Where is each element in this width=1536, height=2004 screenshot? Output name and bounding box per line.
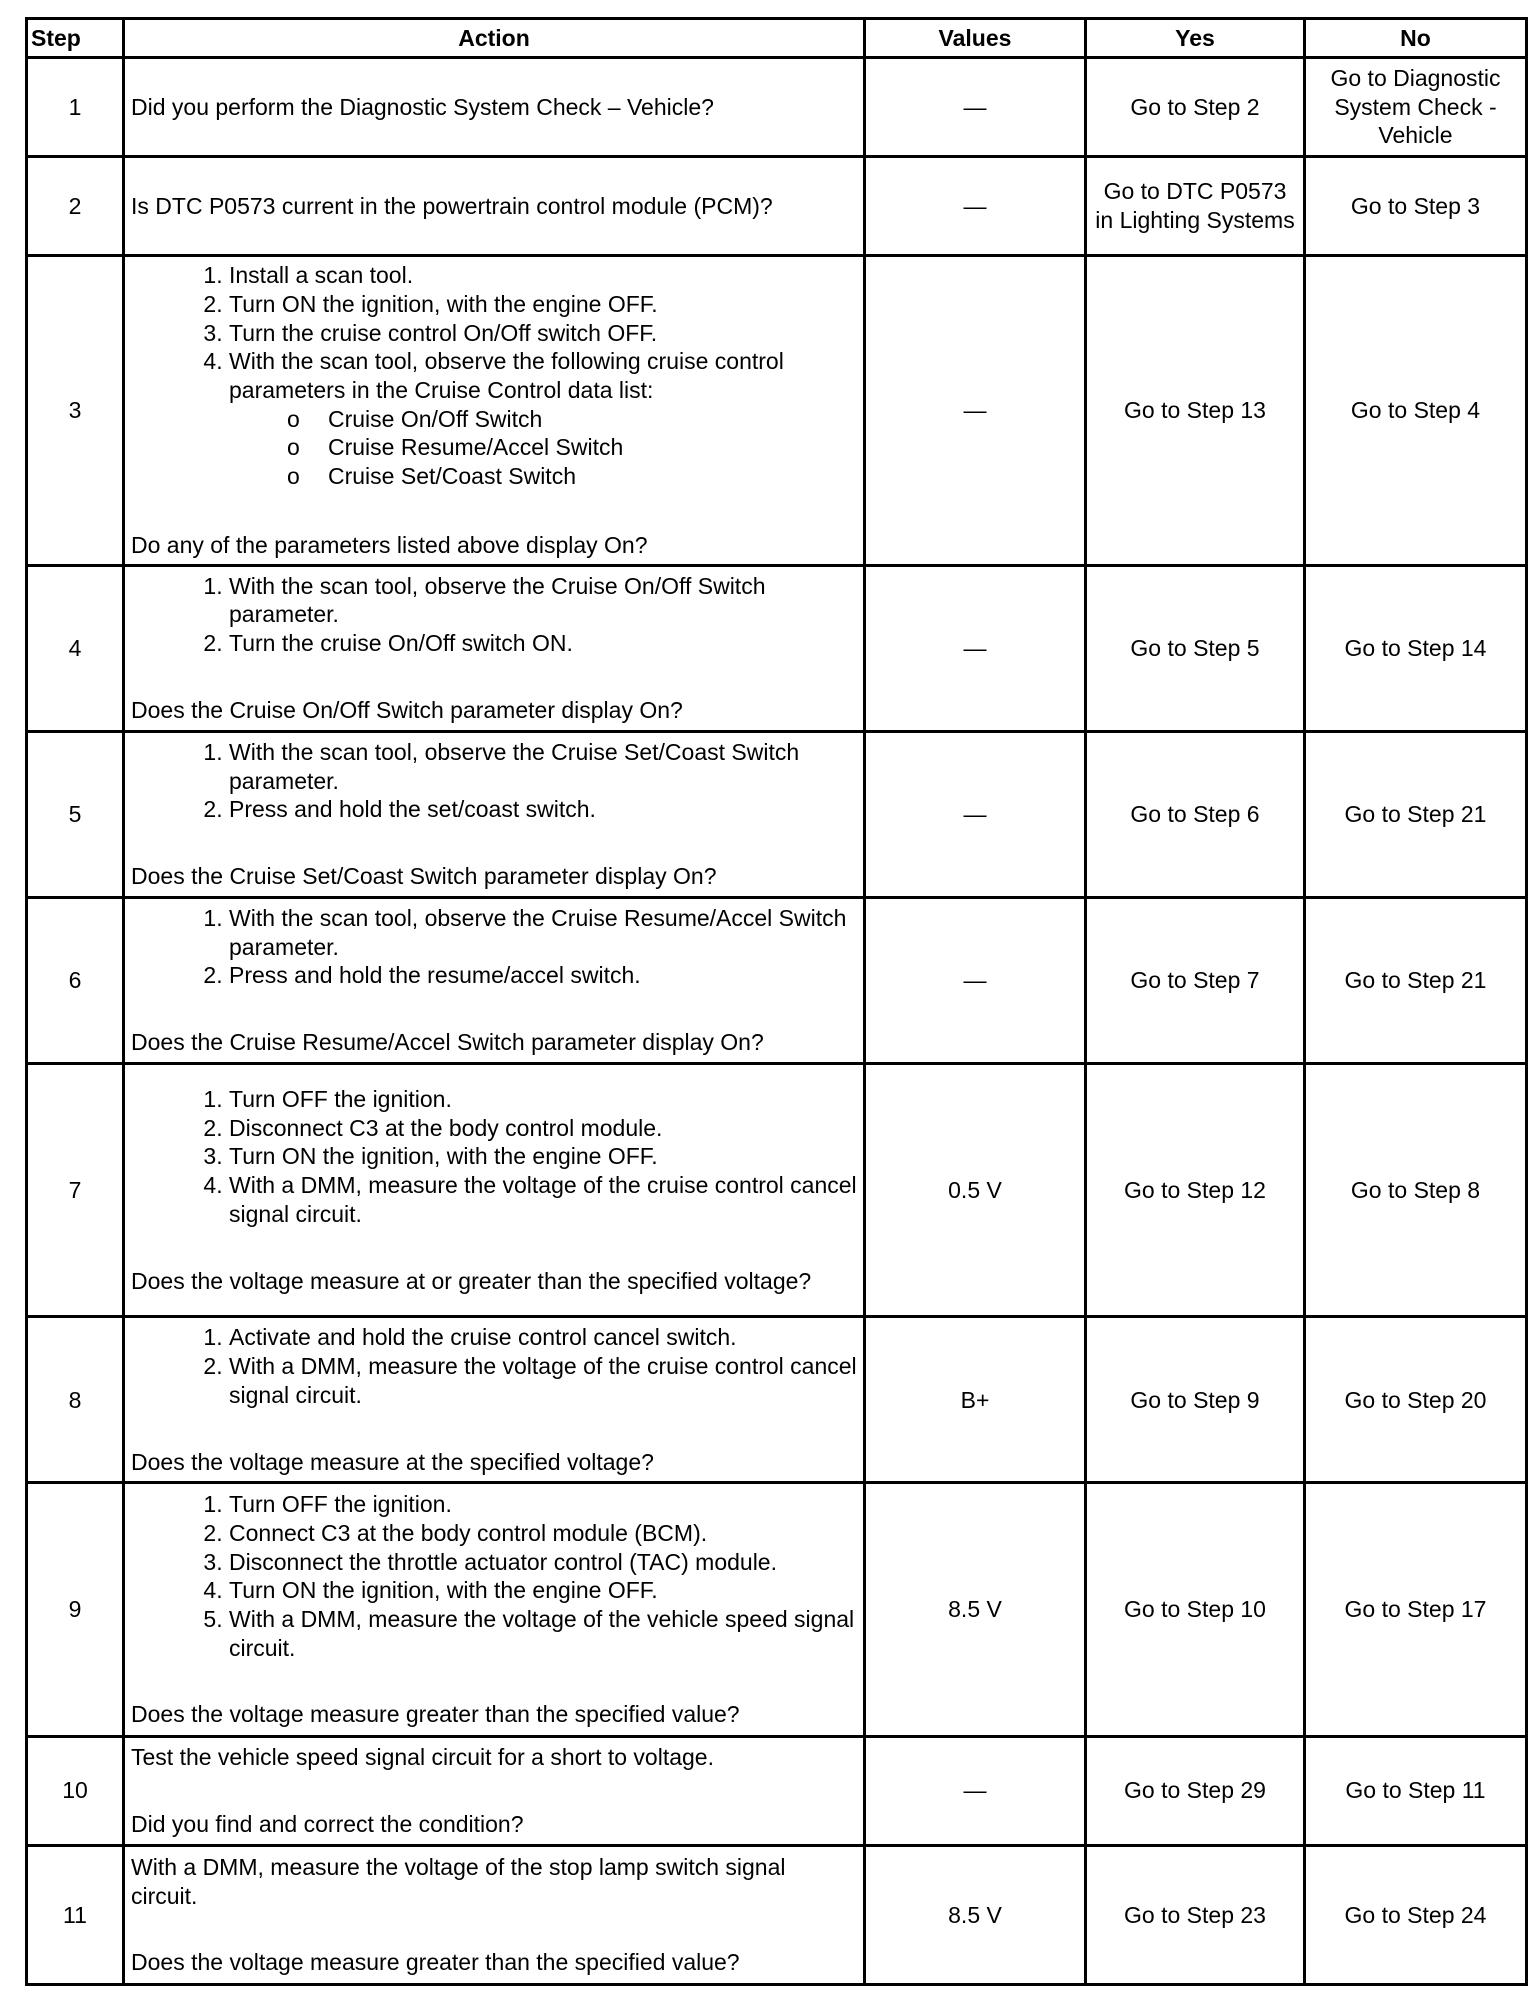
no-cell: Go to Diagnostic System Check - Vehicle <box>1305 58 1527 157</box>
yes-cell: Go to Step 10 <box>1086 1483 1305 1736</box>
action-cell <box>124 157 865 256</box>
header-step: Step <box>27 19 124 58</box>
action-question: Does the Cruise Set/Coast Switch parameter display On? <box>131 862 717 889</box>
no-cell: Go to Step 11 <box>1305 1736 1527 1845</box>
yes-cell: Go to Step 2 <box>1086 58 1305 157</box>
action-text: With a DMM, measure the voltage of the stop lamp switch signal circuit. <box>131 1853 786 1909</box>
procedure-list <box>131 904 857 990</box>
no-cell: Go to Step 8 <box>1305 1064 1527 1317</box>
procedure-item: 3. Turn the cruise control On/Off switch OFF. <box>229 319 857 348</box>
circle-bullet-icon: o <box>287 463 300 490</box>
step-number: 5 <box>27 731 124 897</box>
procedure-list <box>131 738 857 824</box>
no-cell: Go to Step 3 <box>1305 157 1527 256</box>
procedure-item: 4. With a DMM, measure the voltage of the cruise control cancel signal circuit. <box>229 1171 857 1228</box>
table-row <box>27 1064 1527 1317</box>
table-row <box>27 897 1527 1063</box>
table-row <box>27 1845 1527 1984</box>
yes-cell: Go to Step 12 <box>1086 1064 1305 1317</box>
action-cell <box>124 565 865 731</box>
procedure-item: 1. With the scan tool, observe the Cruise On/Off Switch parameter. <box>229 572 857 629</box>
table-row <box>27 1736 1527 1845</box>
action-cell <box>124 1483 865 1736</box>
yes-cell: Go to Step 7 <box>1086 897 1305 1063</box>
procedure-item: 2. Turn ON the ignition, with the engine OFF. <box>229 290 857 319</box>
procedure-item: 1. Turn OFF the ignition. <box>229 1085 857 1114</box>
action-cell <box>124 897 865 1063</box>
step-number: 3 <box>27 256 124 565</box>
yes-cell: Go to Step 29 <box>1086 1736 1305 1845</box>
yes-cell: Go to DTC P0573 in Lighting Systems <box>1086 157 1305 256</box>
value-cell: — <box>865 157 1086 256</box>
procedure-list <box>131 1085 857 1229</box>
no-cell: Go to Step 24 <box>1305 1845 1527 1984</box>
action-question: Does the voltage measure at or greater than the specified voltage? <box>131 1267 812 1294</box>
table-row <box>27 731 1527 897</box>
header-action: Action <box>124 19 865 58</box>
action-question: Do any of the parameters listed above display On? <box>131 531 648 558</box>
action-text: Is DTC P0573 current in the powertrain control module (PCM)? <box>131 192 773 219</box>
procedure-item: 2. Press and hold the set/coast switch. <box>229 795 857 824</box>
parameter-item <box>229 433 857 462</box>
action-cell <box>124 256 865 565</box>
step-number: 11 <box>27 1845 124 1984</box>
step-number: 2 <box>27 157 124 256</box>
diagnostic-table <box>25 17 1528 1986</box>
no-cell: Go to Step 20 <box>1305 1317 1527 1483</box>
header-no: No <box>1305 19 1527 58</box>
step-number: 6 <box>27 897 124 1063</box>
value-cell: 8.5 V <box>865 1483 1086 1736</box>
value-cell: — <box>865 731 1086 897</box>
action-question: Does the Cruise Resume/Accel Switch parameter display On? <box>131 1029 764 1056</box>
yes-cell: Go to Step 5 <box>1086 565 1305 731</box>
value-cell: — <box>865 565 1086 731</box>
procedure-list <box>131 572 857 658</box>
action-question: Does the voltage measure greater than the specified value? <box>131 1701 740 1728</box>
yes-cell: Go to Step 9 <box>1086 1317 1305 1483</box>
procedure-item: 2. Disconnect C3 at the body control module. <box>229 1114 857 1143</box>
procedure-item: 2. Turn the cruise On/Off switch ON. <box>229 629 857 658</box>
procedure-item: 2. Connect C3 at the body control module (BCM). <box>229 1519 857 1548</box>
procedure-item: 5. With a DMM, measure the voltage of the vehicle speed signal circuit. <box>229 1605 857 1662</box>
table-row <box>27 157 1527 256</box>
value-cell: — <box>865 58 1086 157</box>
parameter-label: Cruise Resume/Accel Switch <box>328 434 624 461</box>
parameter-item <box>229 462 857 491</box>
procedure-item: 1. Install a scan tool. <box>229 261 857 290</box>
value-cell: — <box>865 1736 1086 1845</box>
procedure-list <box>131 1323 857 1409</box>
no-cell: Go to Step 21 <box>1305 897 1527 1063</box>
yes-cell: Go to Step 13 <box>1086 256 1305 565</box>
value-cell: B+ <box>865 1317 1086 1483</box>
no-cell: Go to Step 14 <box>1305 565 1527 731</box>
table-row <box>27 565 1527 731</box>
table-row <box>27 58 1527 157</box>
action-question: Does the voltage measure at the specified voltage? <box>131 1448 654 1475</box>
action-cell <box>124 1736 865 1845</box>
action-cell <box>124 1064 865 1317</box>
no-cell: Go to Step 21 <box>1305 731 1527 897</box>
procedure-item: 3. Turn ON the ignition, with the engine OFF. <box>229 1142 857 1171</box>
procedure-item: 1. Turn OFF the ignition. <box>229 1490 857 1519</box>
action-cell <box>124 1845 865 1984</box>
parameter-list <box>229 405 857 491</box>
action-text: Did you perform the Diagnostic System Check – Vehicle? <box>131 93 714 120</box>
no-cell: Go to Step 17 <box>1305 1483 1527 1736</box>
action-question: Does the Cruise On/Off Switch parameter display On? <box>131 696 683 723</box>
value-cell: 0.5 V <box>865 1064 1086 1317</box>
circle-bullet-icon: o <box>287 434 300 461</box>
step-number: 9 <box>27 1483 124 1736</box>
table-row <box>27 1317 1527 1483</box>
value-cell: 8.5 V <box>865 1845 1086 1984</box>
procedure-item <box>229 347 857 491</box>
parameter-label: Cruise On/Off Switch <box>328 405 543 432</box>
procedure-item-text: With the scan tool, observe the following cruise control parameters in the Cruise Control data list: <box>229 348 784 403</box>
header-row <box>27 19 1527 58</box>
parameter-item <box>229 405 857 434</box>
step-number: 1 <box>27 58 124 157</box>
action-question: Does the voltage measure greater than the specified value? <box>131 1949 740 1976</box>
step-number: 7 <box>27 1064 124 1317</box>
header-values: Values <box>865 19 1086 58</box>
action-text: Test the vehicle speed signal circuit for a short to voltage. <box>131 1744 714 1771</box>
value-cell: — <box>865 897 1086 1063</box>
action-cell <box>124 1317 865 1483</box>
procedure-item: 1. With the scan tool, observe the Cruise Set/Coast Switch parameter. <box>229 738 857 795</box>
step-number: 10 <box>27 1736 124 1845</box>
action-cell <box>124 58 865 157</box>
procedure-list <box>131 261 857 491</box>
no-cell: Go to Step 4 <box>1305 256 1527 565</box>
procedure-list <box>131 1490 857 1662</box>
yes-cell: Go to Step 23 <box>1086 1845 1305 1984</box>
procedure-item: 1. Activate and hold the cruise control cancel switch. <box>229 1323 857 1352</box>
table-row <box>27 256 1527 565</box>
action-cell <box>124 731 865 897</box>
yes-cell: Go to Step 6 <box>1086 731 1305 897</box>
procedure-item: 4. Turn ON the ignition, with the engine OFF. <box>229 1576 857 1605</box>
header-yes: Yes <box>1086 19 1305 58</box>
step-number: 4 <box>27 565 124 731</box>
procedure-item: 2. With a DMM, measure the voltage of the cruise control cancel signal circuit. <box>229 1352 857 1409</box>
procedure-item: 2. Press and hold the resume/accel switch. <box>229 961 857 990</box>
value-cell: — <box>865 256 1086 565</box>
table-row <box>27 1483 1527 1736</box>
procedure-item: 1. With the scan tool, observe the Cruise Resume/Accel Switch parameter. <box>229 904 857 961</box>
procedure-item: 3. Disconnect the throttle actuator control (TAC) module. <box>229 1548 857 1577</box>
parameter-label: Cruise Set/Coast Switch <box>328 463 576 490</box>
action-question: Did you find and correct the condition? <box>131 1810 524 1837</box>
step-number: 8 <box>27 1317 124 1483</box>
circle-bullet-icon: o <box>287 405 300 432</box>
